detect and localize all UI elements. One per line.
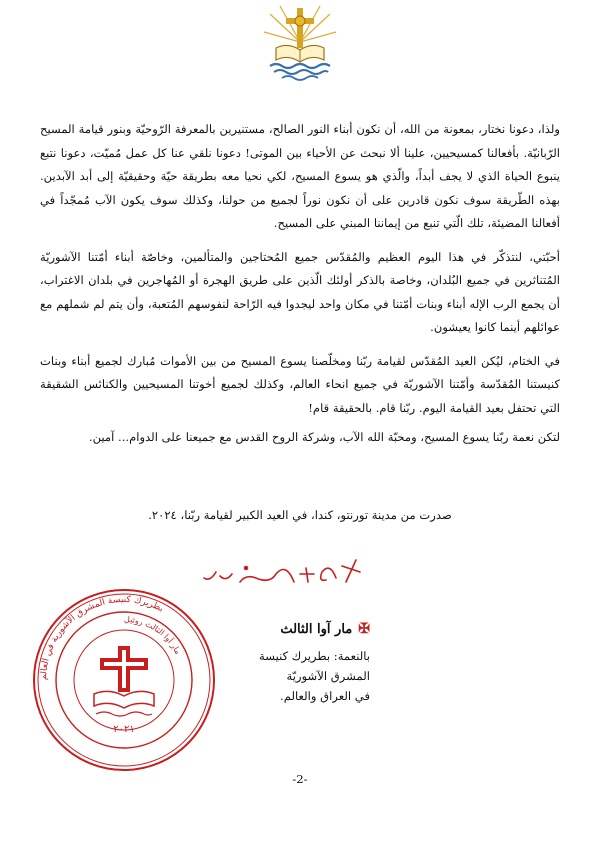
svg-text:مار آوا الثالث روئيل: مار آوا الثالث روئيل <box>123 614 183 656</box>
issued-line: صدرت من مدينة تورنتو، كندا، في العيد الكبير لقيامة ربّنا، ٢٠٢٤. <box>148 508 452 522</box>
cross-icon: ✠ <box>358 621 370 637</box>
church-emblem-icon <box>262 2 338 84</box>
paragraph-remember-needy: أحبّتي، لنتذكّر في هذا اليوم العظيم والمُقدّس جميع المُحتاجين والمتألمين، وخاصّة أبناء أمّتنا الآشوريّة المُتناثرين في جميع البُلدان، وخاصة بالذكر أولئك الّذين على طريق الهجرة أو المُهاجرين في بلدان الاغتراب، أن يجمع الرب الإله أبناء وبنات أمّتنا في مكان واحد ليجدوا فيه الرّاحة لنفوسهم المُتعبة، وأن يتم لم شملهم مع عوائلهم أينما كانوا يعيشون. <box>40 249 560 334</box>
signatory-name-row <box>220 618 370 640</box>
signatory-name: مار آوا الثالث <box>280 621 353 637</box>
signatory-block <box>220 618 370 706</box>
svg-text:٢٠٢١: ٢٠٢١ <box>113 724 135 735</box>
svg-text:بطريرك كنيسة المشرق الآشورية ف: بطريرك كنيسة المشرق الآشورية في العالم <box>38 594 166 681</box>
signatory-title-line1: بالنعمة: بطريرك كنيسة المشرق الآشوريّة <box>259 649 370 683</box>
paragraph-closing-blessing: في الختام، ليُكن العيد المُقدّس لقيامة ربّنا ومخلّصنا يسوع المسيح من بين الأموات مُبارك لجميع أبناء وبنات كنيستنا المُقدّسة وأمّتنا الآشوريّة في جميع انحاء العالم، وكذلك لجميع أخوتنا المسيحيين والكنائس الشقيقة التي تحتفل بعيد القيامة اليوم. ربّنا قام. بالحقيقة قام! <box>40 353 560 415</box>
letter-body <box>40 118 560 460</box>
page-number: -2- <box>292 772 308 786</box>
signatory-title-line2: في العراق والعالم. <box>280 689 370 703</box>
paragraph-call-to-light: ولذا، دعونا نختار، بمعونة من الله، أن نكون أبناء النور الصالح، مستنيرين بالمعرفة الرّوحيّة وبنور قيامة المسيح الرّبانيّة. بأفعالنا كمسيحيين، علينا ألا نبحث عن الأحياء بين الموتى! دعونا نلقي عنا كل عمل مُميّت، دعونا نتبع ينبوع الحياة الذي لا يجف أبداً، والّذي هو يسوع المسيح، لكي نحيا معه بطريقة حيّة وحقيقيّة إلى أبد الآبدين. بهذه الطّريقة سوف نكون قادرين على أن نكون نوراً لجميع من حولنا، وكذلك سوف يكون الآب مُمجّداً في أفعالنا المضيئة، تلك الّتي تنبع من إيماننا المبني على المسيح. <box>40 122 560 230</box>
paragraph-benediction: لتكن نعمة ربّنا يسوع المسيح، ومحبّة الله الآب، وشركة الروح القدس مع جميعنا على الدوام... آمين. <box>88 430 560 444</box>
handwritten-signature <box>196 552 364 598</box>
patriarch-seal-icon <box>30 586 218 774</box>
